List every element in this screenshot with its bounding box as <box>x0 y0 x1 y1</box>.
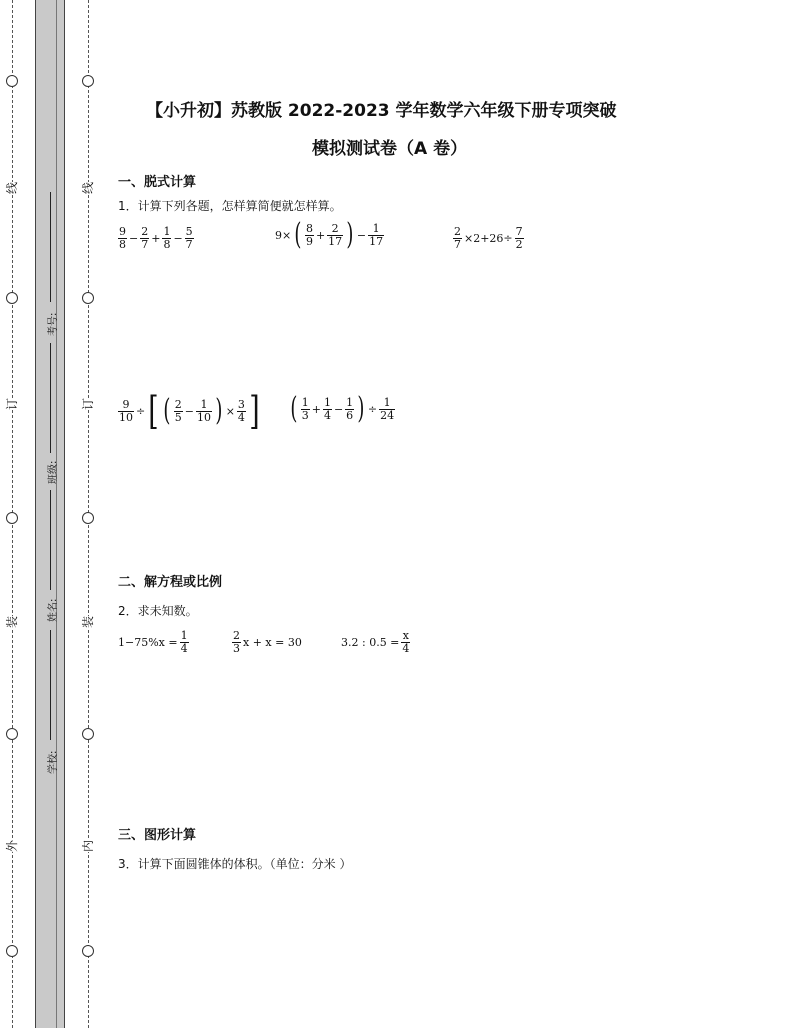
field-line-kaohao[interactable] <box>50 192 51 302</box>
expression-1-4: $\frac{9}{10}$ ÷ [ ( $\frac{2}{5}$ − $\frac{1}{10}$ ) × $\frac{3}{4}$ ] <box>119 389 260 433</box>
expression-1-5: ( $\frac{1}{3}$ + $\frac{1}{4}$ − $\frac{1}{6}$ ) ÷ $\frac{1}{24}$ <box>290 391 395 426</box>
field-label-banji: 班级: <box>48 460 59 484</box>
margin-char-ding-inner: 订 <box>81 397 96 411</box>
section-heading-1: 一、脱式计算 <box>118 175 197 190</box>
question-2: 2．求未知数。 <box>118 604 198 618</box>
margin-char-zhuang-inner: 装 <box>81 615 96 629</box>
margin-char-ding-outer: 订 <box>5 397 20 411</box>
fraction: $\frac{5}{7}$ <box>185 225 193 251</box>
section-heading-3: 三、图形计算 <box>118 828 197 843</box>
field-label-kaohao: 考号: <box>48 312 59 336</box>
fraction: $\frac{3}{4}$ <box>237 397 245 424</box>
fraction: $\frac{1}{4}$ <box>180 629 188 655</box>
fraction: $\frac{2}{7}$ <box>141 225 149 251</box>
binding-hole <box>82 945 94 957</box>
expression-1-1: $\frac{9}{8}$ − $\frac{2}{7}$ + $\frac{1}{8}$ − $\frac{5}{7}$ <box>119 225 193 251</box>
binding-hole <box>82 292 94 304</box>
binding-hole <box>82 728 94 740</box>
fraction: $\frac{1}{4}$ <box>323 395 331 422</box>
binding-hole <box>6 728 18 740</box>
document-title-line1: 【小升初】苏教版 2022-2023 学年数学六年级下册专项突破 <box>146 101 617 121</box>
fraction: $\frac{x}{4}$ <box>402 629 410 655</box>
document-title-line2: 模拟测试卷（A 卷） <box>312 139 468 159</box>
binding-hole <box>82 512 94 524</box>
equation-2-1: 1−75%x = $\frac{1}{4}$ <box>118 629 188 655</box>
question-1: 1．计算下列各题，怎样算简便就怎样算。 <box>118 199 342 213</box>
question-3: 3．计算下面圆锥体的体积。（单位：分米 ） <box>118 857 352 871</box>
fraction: $\frac{2}{5}$ <box>174 397 182 424</box>
field-line-xuexiao[interactable] <box>50 630 51 740</box>
fraction: $\frac{9}{10}$ <box>119 397 133 424</box>
binding-band-right-edge <box>64 0 65 1028</box>
fraction: $\frac{2}{7}$ <box>454 225 461 251</box>
fraction: $\frac{7}{2}$ <box>515 225 523 251</box>
fraction: $\frac{1}{10}$ <box>196 397 211 424</box>
section-heading-2: 二、解方程或比例 <box>118 575 223 590</box>
fraction: $\frac{1}{8}$ <box>163 225 171 251</box>
fraction: $\frac{2}{3}$ <box>233 629 240 655</box>
margin-char-xian-outer: 线 <box>5 181 20 195</box>
fraction: $\frac{1}{17}$ <box>369 221 384 248</box>
binding-band-left-edge <box>35 0 36 1028</box>
field-line-xingming[interactable] <box>50 490 51 590</box>
binding-hole <box>6 945 18 957</box>
expression-1-3: $\frac{2}{7}$ ×2+26÷ $\frac{7}{2}$ <box>454 225 523 251</box>
fraction: $\frac{9}{8}$ <box>119 225 126 251</box>
margin-char-zhuang-outer: 装 <box>5 615 20 629</box>
fraction: $\frac{2}{17}$ <box>328 221 343 248</box>
binding-hole <box>6 292 18 304</box>
fraction: $\frac{8}{9}$ <box>305 221 313 248</box>
margin-char-wai-outer: 外 <box>5 839 20 853</box>
binding-hole <box>82 75 94 87</box>
fraction: $\frac{1}{3}$ <box>301 395 309 422</box>
fraction: $\frac{1}{6}$ <box>346 395 354 422</box>
field-line-banji[interactable] <box>50 343 51 453</box>
equation-2-3: 3.2 : 0.5 = $\frac{x}{4}$ <box>341 629 410 655</box>
binding-hole <box>6 75 18 87</box>
binding-inner-line <box>56 0 57 1028</box>
field-label-xuexiao: 学校: <box>48 750 59 774</box>
margin-char-xian-inner: 线 <box>81 181 96 195</box>
equation-2-2: $\frac{2}{3}$ x + x = 30 <box>233 629 302 655</box>
binding-hole <box>6 512 18 524</box>
margin-char-nei-inner: 内 <box>81 839 96 853</box>
expression-1-2: 9× ( $\frac{8}{9}$ + $\frac{2}{17}$ ) − $\frac{1}{17}$ <box>275 217 384 252</box>
field-label-xingming: 姓名: <box>48 598 59 622</box>
fraction: $\frac{1}{24}$ <box>380 395 395 422</box>
